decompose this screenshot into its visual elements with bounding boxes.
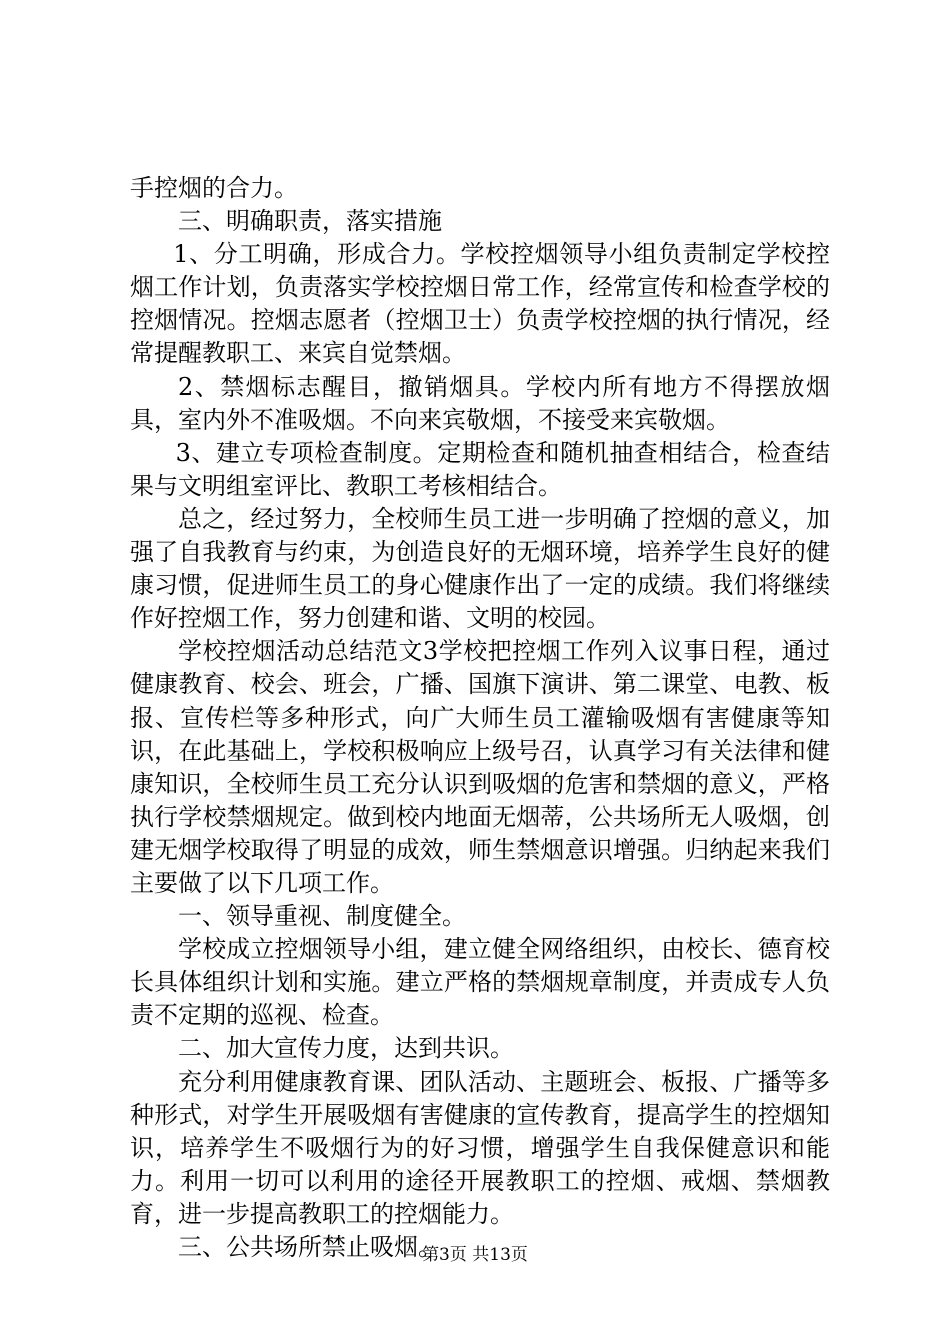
section-heading-3: 三、明确职责，落实措施 <box>178 207 442 236</box>
paragraph-0: 手控烟的合力。 <box>130 174 298 202</box>
paragraph-leadership: 学校成立控烟领导小组，建立健全网络组织，由校长、德育校长具体组织计划和实施。建立严格的禁烟规章制度，并责成专人负责不定期的巡视、检查。 <box>130 935 830 1030</box>
paragraph-item-1: 1、分工明确，形成合力。学校控烟领导小组负责制定学校控烟工作计划，负责落实学校控烟日常工作，经常宣传和检查学校的控烟情况。控烟志愿者（控烟卫士）负责学校控烟的执行情况，经常提醒教职工、来宾自觉禁烟。 <box>130 240 830 368</box>
page-footer <box>0 1244 950 1266</box>
paragraph-summary: 总之，经过努力，全校师生员工进一步明确了控烟的意义，加强了自我教育与约束，为创造良好的无烟环境，培养学生良好的健康习惯，促进师生员工的身心健康作出了一定的成绩。我们将继续作好控烟工作，努力创建和谐、文明的校园。 <box>130 504 830 633</box>
paragraph-item-2: 2、禁烟标志醒目，撤销烟具。学校内所有地方不得摆放烟具，室内外不准吸烟。不向来宾敬烟，不接受来宾敬烟。 <box>130 372 830 434</box>
section-heading-2: 二、加大宣传力度，达到共识。 <box>178 1034 514 1063</box>
section-heading-1: 一、领导重视、制度健全。 <box>178 902 466 931</box>
section-heading-3b: 三、公共场所禁止吸烟。 <box>178 1233 442 1261</box>
page-number-label: 第3页 共13页 <box>422 1245 528 1265</box>
paragraph-item-3: 3、建立专项检查制度。定期检查和随机抽查相结合，检查结果与文明组室评比、教职工考核相结合。 <box>130 438 830 500</box>
paragraph-publicity: 充分利用健康教育课、团队活动、主题班会、板报、广播等多种形式，对学生开展吸烟有害健康的宣传教育，提高学生的控烟知识，培养学生不吸烟行为的好习惯，增强学生自我保健意识和能力。利用一切可以利用的途径开展教职工的控烟、戒烟、禁烟教育，进一步提高教职工的控烟能力。 <box>130 1067 830 1228</box>
document-body <box>130 172 830 1264</box>
paragraph-sample-3-intro: 学校控烟活动总结范文3学校把控烟工作列入议事日程，通过健康教育、校会、班会，广播、国旗下演讲、第二课堂、电教、板报、宣传栏等多种形式，向广大师生员工灌输吸烟有害健康等知识，在此基础上，学校积极响应上级号召，认真学习有关法律和健康知识，全校师生员工充分认识到吸烟的危害和禁烟的意义，严格执行学校禁烟规定。做到校内地面无烟蒂，公共场所无人吸烟，创建无烟学校取得了明显的成效，师生禁烟意识增强。归纳起来我们主要做了以下几项工作。 <box>130 637 830 897</box>
